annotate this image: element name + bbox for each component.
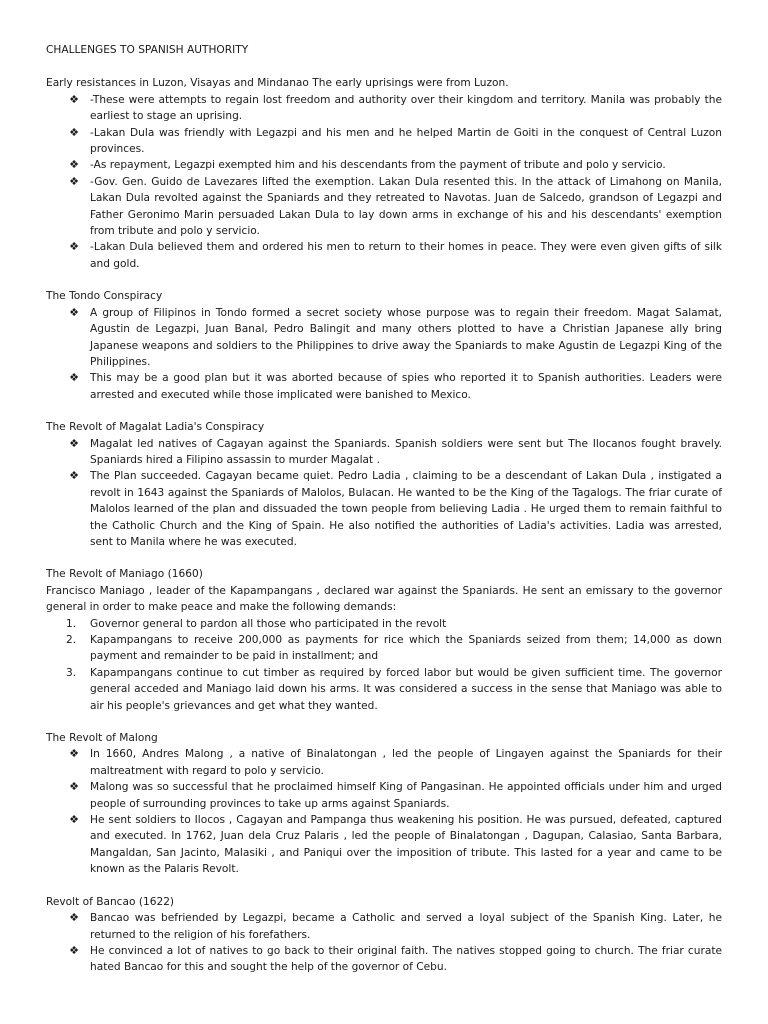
numbered-item-text: Kapampangans to receive 200,000 as payments for rice which the Spaniards seized from them; 14,000 as down payment and remainder to be paid in installment; and [90,634,722,663]
bullet-list [46,746,722,877]
list-item-text: This may be a good plan but it was aborted because of spies who reported it to Spanish authorities. Leaders were arrested and executed while those implicated were banished to Mexico. [90,372,722,401]
section-heading: The Revolt of Malong [46,732,158,745]
diamond-bullet-icon: ❖ [69,780,79,794]
numbered-item-text: Governor general to pardon all those who participated in the revolt [90,617,447,630]
numbered-item-text: Kapampangans continue to cut timber as required by forced labor but would be given sufficient time. The governor general acceded and Maniago laid down his arms. It was considered a success in the sense that Maniago was able to air his people's grievances and get what they wanted. [90,666,722,712]
section [46,288,722,403]
diamond-bullet-icon: ❖ [69,92,79,106]
numbered-item [46,616,722,632]
section-heading: Revolt of Bancao (1622) [46,895,175,908]
section [46,894,722,976]
list-item-text: Magalat led natives of Cagayan against the Spaniards. Spanish soldiers were sent but The Ilocanos fought bravely. Spaniards hired a Filipino assassin to murder Magalat . [90,437,722,466]
list-item [46,746,722,779]
list-item [46,305,722,371]
diamond-bullet-icon: ❖ [69,240,79,254]
list-item [46,779,722,812]
diamond-bullet-icon: ❖ [69,469,79,483]
list-item-text: -As repayment, Legazpi exempted him and his descendants from the payment of tribute and polo y servicio. [90,159,666,172]
list-item [46,157,722,173]
section-heading: The Tondo Conspiracy [46,290,163,303]
bullet-list [46,910,722,976]
item-number: 1. [66,617,77,630]
document-body [46,75,722,975]
bullet-list [46,436,722,551]
bullet-list [46,92,722,272]
list-item [46,370,722,403]
diamond-bullet-icon: ❖ [69,371,79,385]
diamond-bullet-icon: ❖ [69,174,79,188]
section [46,730,722,878]
list-item-text: The Plan succeeded. Cagayan became quiet. Pedro Ladia , claiming to be a descendant of Lakan Dula , instigated a revolt in 1643 against the Spaniards of Malolos, Bulacan. He wanted to be the King of the Tagalogs. The friar curate of Malolos learned of the plan and dissuaded the town people from believing Ladia . He urged them to remain faithful to the Catholic Church and the King of Spain. He also notified the authorities of Ladia's activities. Ladia was arrested, sent to Manila where he was executed. [90,470,722,548]
list-item-text: -Lakan Dula believed them and ordered his men to return to their homes in peace. They were even given gifts of silk and gold. [90,241,722,270]
list-item-text: Bancao was befriended by Legazpi, became a Catholic and served a loyal subject of the Spanish King. Later, he returned to the religion of his forefathers. [90,912,722,941]
document-title: CHALLENGES TO SPANISH AUTHORITY [46,44,249,56]
section [46,419,722,550]
list-item [46,468,722,550]
list-item [46,174,722,240]
list-item [46,125,722,158]
list-item [46,910,722,943]
list-item [46,92,722,125]
list-item-text: A group of Filipinos in Tondo formed a secret society whose purpose was to regain their freedom. Magat Salamat, Agustin de Legazpi, Juan Banal, Pedro Balingit and many others plotted to have a Christian Japanese ally bring Japanese weapons and soldiers to the Philippines to drive away the Spaniards to make Agustin de Legazpi King of the Philippines. [90,306,722,368]
item-number: 3. [66,666,77,679]
list-item [46,812,722,878]
section-intro: Francisco Maniago , leader of the Kapampangans , declared war against the Spaniards. He sent an emissary to the governor general in order to make peace and make the following demands: [46,584,722,614]
diamond-bullet-icon: ❖ [69,813,79,827]
numbered-item [46,632,722,665]
section [46,566,722,714]
diamond-bullet-icon: ❖ [69,911,79,925]
list-item [46,239,722,272]
diamond-bullet-icon: ❖ [69,158,79,172]
diamond-bullet-icon: ❖ [69,436,79,450]
item-number: 2. [66,634,77,646]
list-item-text: -Gov. Gen. Guido de Lavezares lifted the exemption. Lakan Dula resented this. In the attack of Limahong on Manila, Lakan Dula revolted against the Spaniards and they retreated to Navotas. Juan de Salcedo, grandson of Legazpi and Father Geronimo Marin persuaded Lakan Dula to lay down arms in exchange of his and his descendants' exemption from tribute and polo y servicio. [90,175,722,238]
numbered-list [46,616,722,714]
numbered-item [46,665,722,714]
diamond-bullet-icon: ❖ [69,747,79,761]
list-item-text: In 1660, Andres Malong , a native of Binalatongan , led the people of Lingayen against the Spaniards for their maltreatment with regard to polo y servicio. [90,748,722,777]
section-heading: The Revolt of Maniago (1660) [46,568,203,581]
list-item-text: -Lakan Dula was friendly with Legazpi and his men and he helped Martin de Goiti in the conquest of Central Luzon provinces. [90,126,722,156]
list-item [46,943,722,976]
section-heading: The Revolt of Magalat Ladia's Conspiracy [46,421,265,434]
section [46,75,722,272]
diamond-bullet-icon: ❖ [69,305,79,319]
diamond-bullet-icon: ❖ [69,125,79,139]
list-item-text: He convinced a lot of natives to go back to their original faith. The natives stopped going to church. The friar curate hated Bancao for this and sought the help of the governor of Cebu. [90,944,722,974]
diamond-bullet-icon: ❖ [69,943,79,957]
bullet-list [46,305,722,403]
list-item-text: -These were attempts to regain lost freedom and authority over their kingdom and territory. Manila was probably the earliest to stage an uprising. [90,93,722,123]
section-heading: Early resistances in Luzon, Visayas and Mindanao The early uprisings were from Luzon. [46,77,509,90]
list-item-text: He sent soldiers to Ilocos , Cagayan and Pampanga thus weakening his position. He was pursued, defeated, captured and executed. In 1762, Juan dela Cruz Palaris , led the people of Binalatongan , Dagupan, Calasiao, Santa Barbara, Mangaldan, San Jacinto, Malasiki , and Paniqui over the imposition of tribute. This lasted for a year and came to be known as the Palaris Revolt. [90,814,722,876]
list-item [46,436,722,469]
list-item-text: Malong was so successful that he proclaimed himself King of Pangasinan. He appointed officials under him and urged people of surrounding provinces to take up arms against Spaniards. [90,781,722,810]
